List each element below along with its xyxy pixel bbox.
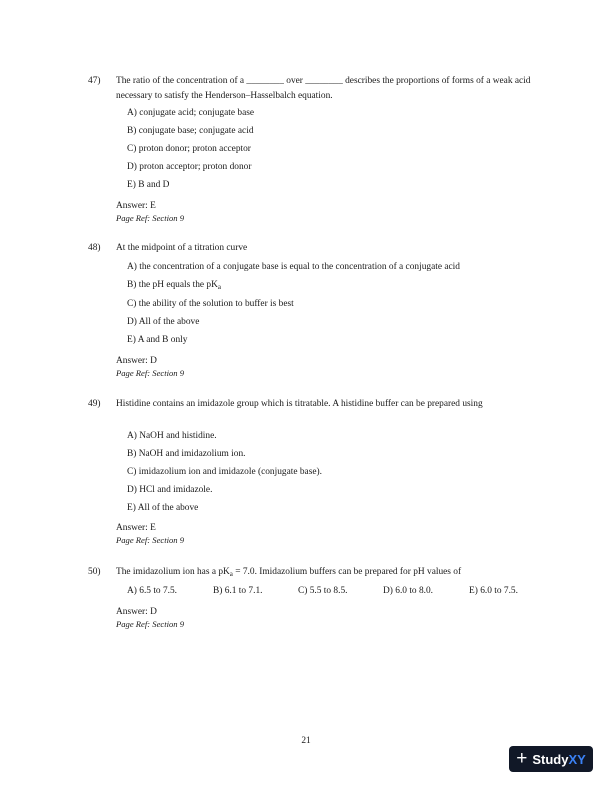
- option-text: conjugate acid; conjugate base: [139, 108, 255, 118]
- option-letter: A): [127, 586, 137, 596]
- option-e: [127, 334, 187, 346]
- option-b: [127, 279, 221, 293]
- option-a: [127, 107, 254, 119]
- option-a: [127, 261, 460, 273]
- question-body-end: = 7.0. Imidazolium buffers can be prepared for pH values of: [232, 567, 462, 577]
- option-letter: D): [383, 586, 393, 596]
- answer: Answer: D: [116, 607, 157, 617]
- option-text: proton acceptor; proton donor: [139, 162, 252, 172]
- option-text: All of the above: [137, 503, 199, 513]
- page-ref: Page Ref: Section 9: [116, 213, 185, 223]
- option-letter: B): [127, 280, 137, 290]
- answer: Answer: E: [116, 523, 156, 533]
- logo-text-main: Study: [532, 751, 569, 767]
- question-body: The ratio of the concentration of a ________ over ________ describes the proportions of forms of a weak acid necessary to satisfy the Henderson–Hasselbalch equation.: [116, 76, 531, 101]
- option-c: [127, 466, 322, 478]
- option-letter: A): [127, 108, 137, 118]
- option-text: A and B only: [137, 335, 188, 345]
- option-d: [127, 316, 199, 328]
- subscript: a: [217, 283, 221, 291]
- question-number: 49): [88, 399, 101, 409]
- option-c: [127, 143, 251, 155]
- option-a: [127, 585, 177, 597]
- question-number: 50): [88, 567, 101, 577]
- plus-icon: +: [516, 747, 528, 769]
- question-text: [88, 241, 538, 256]
- option-letter: C): [127, 467, 137, 477]
- logo-text: [532, 752, 585, 767]
- option-letter: C): [127, 299, 137, 309]
- option-text: HCl and imidazole.: [139, 485, 213, 495]
- option-letter: A): [127, 262, 137, 272]
- option-text: the ability of the solution to buffer is best: [138, 299, 294, 309]
- option-text: imidazolium ion and imidazole (conjugate base).: [138, 467, 322, 477]
- option-letter: E): [127, 180, 136, 190]
- option-text: proton donor; proton acceptor: [138, 144, 251, 154]
- option-letter: B): [213, 586, 223, 596]
- option-text: 6.0 to 8.0.: [395, 586, 434, 596]
- question-text: [88, 397, 538, 412]
- question-47: [88, 74, 538, 104]
- option-letter: C): [298, 586, 308, 596]
- option-text: the concentration of a conjugate base is equal to the concentration of a conjugate acid: [139, 262, 460, 272]
- option-text: All of the above: [138, 317, 200, 327]
- option-text: 6.1 to 7.1.: [224, 586, 263, 596]
- question-text: [88, 74, 538, 104]
- question-50: [88, 565, 558, 582]
- question-body-start: The imidazolium ion has a pK: [116, 567, 230, 577]
- option-letter: B): [127, 449, 137, 459]
- option-text: 5.5 to 8.5.: [309, 586, 348, 596]
- option-text: conjugate base; conjugate acid: [138, 126, 254, 136]
- question-number: 47): [88, 76, 101, 86]
- option-letter: A): [127, 431, 137, 441]
- option-text: 6.0 to 7.5.: [480, 586, 518, 596]
- option-text: 6.5 to 7.5.: [139, 586, 178, 596]
- option-a: [127, 430, 217, 442]
- option-text: B and D: [138, 180, 170, 190]
- option-letter: B): [127, 126, 137, 136]
- option-text: NaOH and histidine.: [139, 431, 217, 441]
- option-e: [469, 585, 518, 597]
- option-b: [127, 125, 254, 137]
- option-c: [298, 585, 347, 597]
- option-letter: E): [127, 335, 136, 345]
- question-number: 48): [88, 243, 101, 253]
- option-d: [383, 585, 433, 597]
- option-text: NaOH and imidazolium ion.: [138, 449, 246, 459]
- option-letter: E): [469, 586, 478, 596]
- option-text: the pH equals the pK: [138, 280, 218, 290]
- logo-text-accent: XY: [568, 751, 586, 767]
- option-letter: D): [127, 485, 137, 495]
- studyxy-logo: [509, 746, 593, 772]
- subscript: a: [229, 570, 233, 578]
- page-ref: Page Ref: Section 9: [116, 535, 185, 545]
- option-e: [127, 502, 198, 514]
- answer: Answer: E: [116, 201, 156, 211]
- question-48: [88, 241, 538, 256]
- option-letter: E): [127, 503, 136, 513]
- option-c: [127, 298, 294, 310]
- page-ref: Page Ref: Section 9: [116, 619, 185, 629]
- option-letter: D): [127, 162, 137, 172]
- page-ref: Page Ref: Section 9: [116, 368, 185, 378]
- option-d: [127, 161, 251, 173]
- question-text: [88, 565, 558, 582]
- question-49: [88, 397, 538, 412]
- option-e: [127, 179, 169, 191]
- answer: Answer: D: [116, 356, 157, 366]
- page-number: 21: [301, 736, 311, 746]
- option-letter: D): [127, 317, 137, 327]
- option-letter: C): [127, 144, 137, 154]
- option-d: [127, 484, 212, 496]
- question-body: Histidine contains an imidazole group which is titratable. A histidine buffer can be prepared using: [116, 399, 483, 409]
- option-b: [127, 448, 245, 460]
- question-body: At the midpoint of a titration curve: [116, 243, 248, 253]
- option-b: [213, 585, 262, 597]
